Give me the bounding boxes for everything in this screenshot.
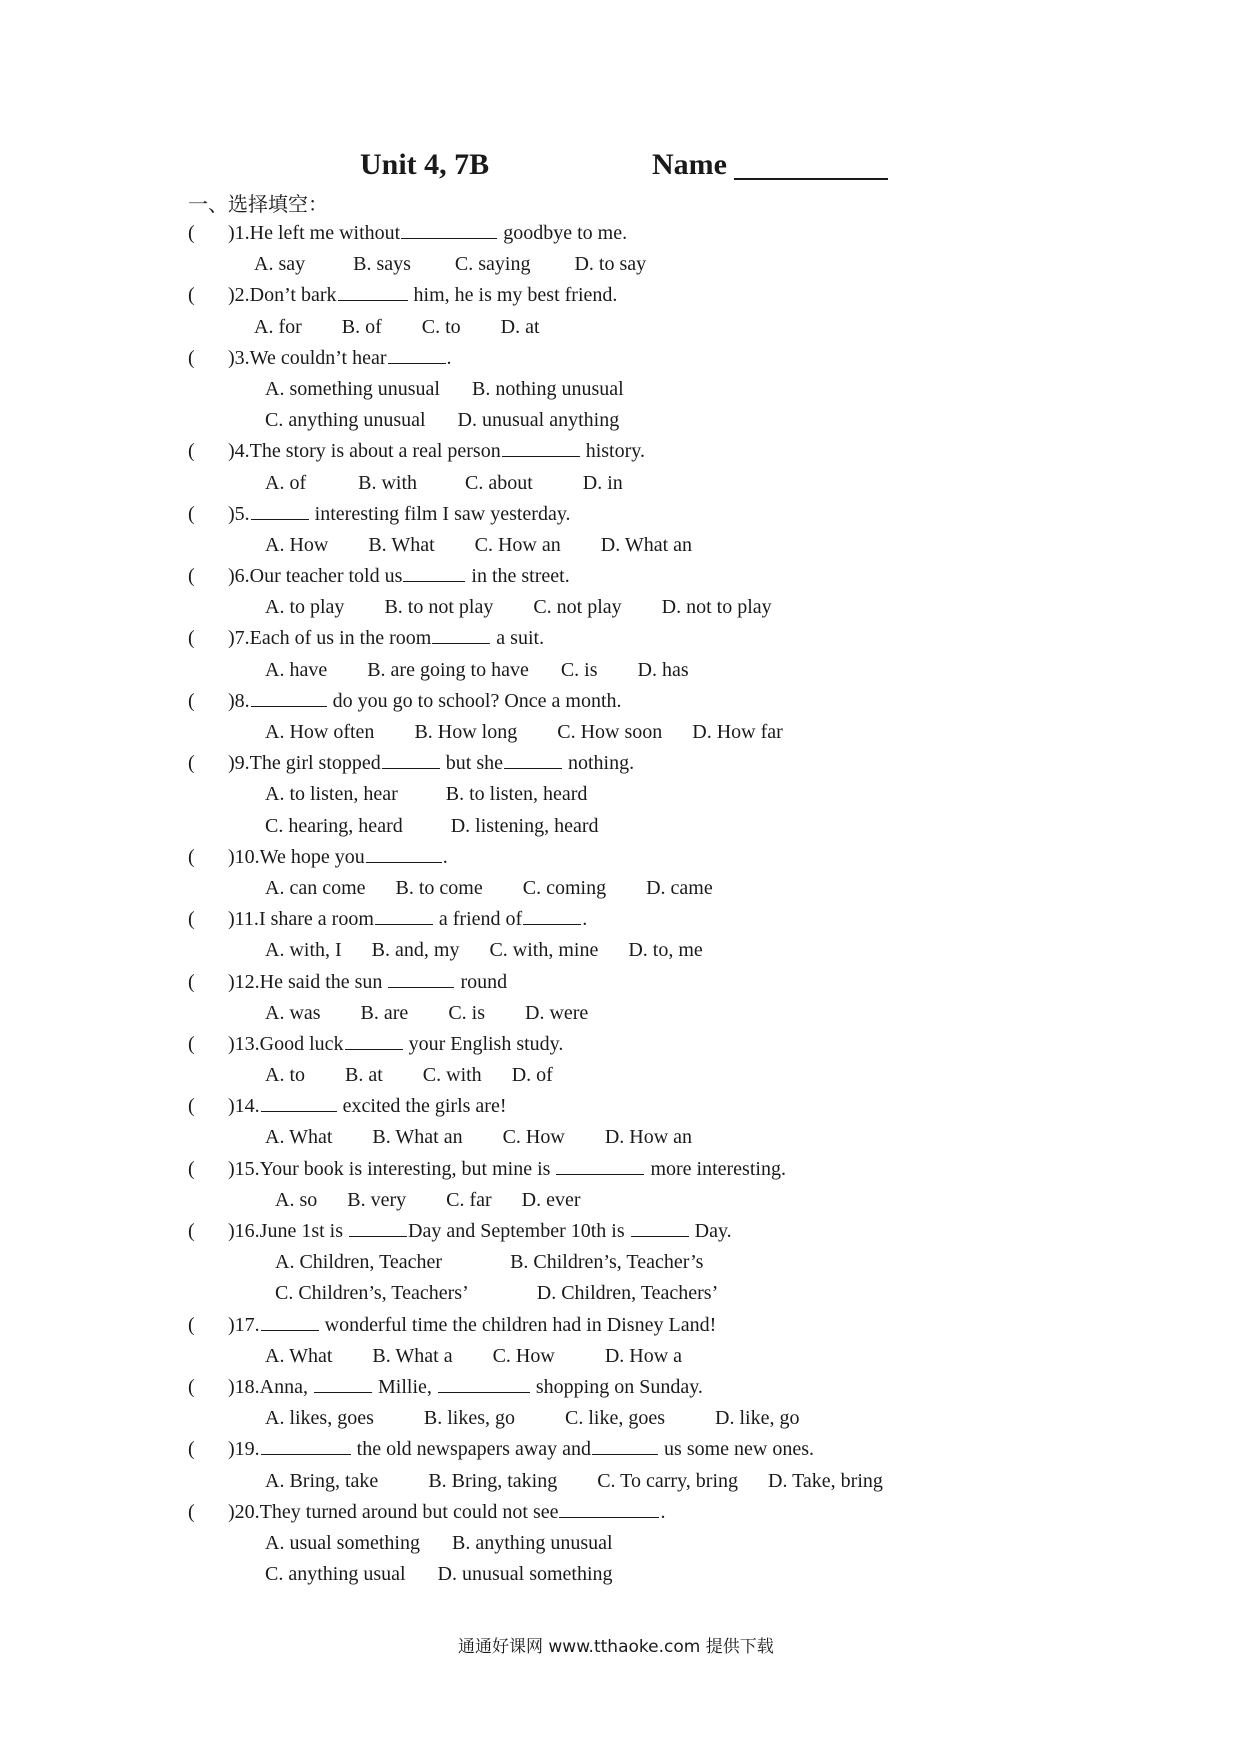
answer-option[interactable]: A. to (265, 1064, 305, 1087)
stem-text: He said the sun (259, 970, 388, 993)
options-row (188, 468, 1188, 499)
options-row (188, 1403, 1188, 1434)
question-stem (228, 280, 617, 311)
answer-blank[interactable] (251, 688, 327, 707)
answer-option[interactable]: D. Children, Teachers’ (536, 1282, 719, 1305)
answer-option[interactable]: D. to, me (628, 939, 703, 962)
answer-blank[interactable] (592, 1436, 658, 1455)
answer-option[interactable]: B. to come (395, 876, 483, 899)
answer-option[interactable]: B. and, my (371, 939, 460, 962)
stem-text: round (455, 970, 508, 993)
options-row (188, 1528, 1188, 1559)
answer-blank[interactable] (345, 1031, 403, 1050)
question-stem-line (188, 499, 1188, 530)
question-stem-line (188, 1091, 1188, 1122)
answer-option[interactable]: A. can come (265, 876, 366, 899)
stem-text: shopping on Sunday. (530, 1375, 703, 1398)
stem-text: wonderful time the children had in Disney Land! (319, 1313, 717, 1336)
answer-option[interactable]: A. with, I (265, 939, 342, 962)
answer-paren-close: ) (228, 222, 235, 244)
answer-paren-close: ) (228, 845, 235, 868)
answer-option[interactable]: A. to listen, hear (265, 783, 398, 806)
answer-paren-open: ( (188, 1500, 195, 1523)
stem-text: your English study. (403, 1032, 564, 1055)
answer-option[interactable]: D. to say (574, 253, 647, 276)
stem-text: I share a room (258, 908, 374, 931)
stem-text: June 1st is (259, 1220, 349, 1242)
question-number: 8. (234, 689, 250, 712)
answer-option[interactable]: A. What (265, 1344, 333, 1367)
answer-option[interactable]: D. What an (600, 533, 693, 556)
answer-option[interactable]: C. coming (522, 876, 607, 899)
answer-option[interactable]: C. How soon (557, 721, 663, 743)
question-number: 9. (234, 752, 250, 775)
question-list (188, 218, 1188, 1590)
options-row (188, 655, 1188, 686)
question-number: 15. (234, 1157, 260, 1180)
options-row (188, 935, 1188, 966)
answer-paren-close: ) (228, 1313, 235, 1336)
answer-option[interactable]: C. not play (533, 596, 622, 619)
question-number: 11. (234, 908, 259, 931)
answer-paren-open: ( (188, 908, 195, 931)
stem-text: . (442, 845, 448, 868)
answer-blank[interactable] (261, 1312, 319, 1331)
answer-blank[interactable] (504, 750, 562, 769)
answer-blank[interactable] (251, 501, 309, 520)
question-stem-line (188, 842, 1188, 873)
options-row (188, 873, 1188, 904)
answer-option[interactable]: A. likes, goes (265, 1407, 374, 1430)
stem-text: He left me without (249, 222, 401, 244)
options-row (188, 592, 1188, 623)
answer-option[interactable]: B. at (345, 1064, 383, 1087)
answer-option[interactable]: C. How (492, 1344, 555, 1367)
answer-paren-close: ) (228, 346, 235, 369)
question-stem (228, 967, 507, 998)
answer-paren-open: ( (188, 1157, 195, 1180)
answer-option[interactable]: D. were (525, 1001, 589, 1024)
answer-paren-open: ( (188, 845, 195, 868)
answer-blank[interactable] (366, 844, 442, 863)
answer-blank[interactable] (375, 906, 433, 925)
question-stem-line (188, 623, 1188, 654)
answer-option[interactable]: C. is (448, 1001, 485, 1024)
question-stem (228, 1310, 716, 1341)
answer-option[interactable]: D. in (582, 471, 623, 494)
answer-option[interactable]: C. How (502, 1126, 565, 1149)
answer-option[interactable]: B. to not play (384, 596, 494, 619)
question-stem-line (188, 280, 1188, 311)
answer-blank[interactable] (438, 1374, 530, 1393)
stem-text: Your book is interesting, but mine is (259, 1157, 556, 1180)
options-row (188, 1559, 1188, 1590)
name-blank-line[interactable] (734, 178, 888, 180)
options-row (188, 1122, 1188, 1153)
answer-option[interactable]: D. unusual anything (457, 409, 620, 432)
answer-option[interactable]: D. listening, heard (450, 814, 599, 837)
answer-paren-close: ) (228, 1500, 235, 1523)
answer-blank[interactable] (432, 625, 490, 644)
stem-text: him, he is my best friend. (408, 284, 618, 307)
answer-blank[interactable] (349, 1218, 407, 1237)
page-title: Unit 4, 7B (360, 148, 490, 181)
question-stem-line (188, 561, 1188, 592)
stem-text: do you go to school? Once a month. (327, 689, 622, 712)
answer-paren-open: ( (188, 627, 195, 650)
question-number: 19. (234, 1438, 260, 1461)
answer-option[interactable]: A. so (275, 1188, 318, 1211)
answer-option[interactable]: A. How (265, 533, 329, 556)
question-stem (228, 842, 448, 873)
answer-option[interactable]: C. Children’s, Teachers’ (275, 1282, 469, 1305)
answer-option[interactable]: C. with (422, 1064, 482, 1087)
options-row (188, 1185, 1188, 1216)
question-stem (228, 904, 587, 935)
answer-option[interactable]: C. How an (474, 533, 561, 556)
answer-option[interactable]: C. like, goes (565, 1407, 666, 1430)
question-number: 14. (234, 1095, 260, 1118)
answer-option[interactable]: B. very (347, 1188, 407, 1211)
answer-option[interactable]: D. Take, bring (768, 1469, 883, 1492)
question-stem-line (188, 1029, 1188, 1060)
answer-blank[interactable] (338, 282, 408, 301)
stem-text: We couldn’t hear (249, 346, 387, 369)
answer-option[interactable]: B. are going to have (367, 658, 529, 681)
answer-paren-close: ) (228, 1157, 235, 1180)
answer-option[interactable]: C. hearing, heard (265, 814, 403, 837)
stem-text: The story is about a real person (249, 440, 501, 463)
answer-blank[interactable] (261, 1436, 351, 1455)
answer-option[interactable]: D. unusual something (437, 1563, 613, 1586)
answer-option[interactable]: D. has (637, 658, 689, 681)
answer-option[interactable]: D. How far (692, 721, 783, 743)
options-row (188, 998, 1188, 1029)
answer-paren-open: ( (188, 1220, 195, 1242)
stem-text: a suit. (491, 627, 545, 650)
answer-option[interactable]: D. at (500, 315, 540, 338)
answer-blank[interactable] (523, 906, 581, 925)
answer-blank[interactable] (388, 345, 446, 364)
answer-option[interactable]: D. of (511, 1064, 553, 1087)
answer-option[interactable]: B. of (341, 315, 382, 338)
answer-option[interactable]: A. was (265, 1001, 321, 1024)
question-number: 1. (234, 222, 250, 244)
answer-paren-close: ) (228, 565, 235, 588)
options-row (188, 811, 1188, 842)
question-stem (228, 343, 452, 374)
question-stem (228, 748, 634, 779)
answer-paren-close: ) (228, 627, 235, 650)
answer-paren-close: ) (228, 1438, 235, 1461)
answer-option[interactable]: B. What a (372, 1344, 453, 1367)
stem-text: . (446, 346, 452, 369)
question-stem (228, 1434, 814, 1465)
stem-text: interesting film I saw yesterday. (309, 502, 571, 525)
answer-paren-close: ) (228, 752, 235, 775)
answer-paren-close: ) (228, 908, 235, 931)
question-number: 18. (234, 1375, 260, 1398)
question-stem (228, 1216, 732, 1247)
question-stem (228, 686, 622, 717)
answer-paren-close: ) (228, 502, 235, 525)
options-row (188, 405, 1188, 436)
answer-blank[interactable] (631, 1218, 689, 1237)
stem-text: a friend of (433, 908, 523, 931)
answer-option[interactable]: C. To carry, bring (597, 1469, 738, 1492)
question-stem (228, 1497, 665, 1528)
answer-blank[interactable] (261, 1093, 337, 1112)
question-stem-line (188, 748, 1188, 779)
answer-option[interactable]: C. with, mine (489, 939, 599, 962)
question-stem-line (188, 1216, 1188, 1247)
question-number: 6. (234, 565, 250, 588)
answer-blank[interactable] (403, 563, 465, 582)
options-row (188, 530, 1188, 561)
stem-text: in the street. (466, 565, 570, 588)
question-number: 7. (234, 627, 250, 650)
question-stem-line (188, 218, 1188, 249)
options-row (188, 1466, 1188, 1497)
question-stem (228, 1154, 786, 1185)
answer-blank[interactable] (401, 220, 497, 239)
answer-paren-open: ( (188, 1438, 195, 1461)
stem-text: the old newspapers away and (351, 1438, 592, 1461)
answer-option[interactable]: D. came (646, 876, 713, 899)
answer-option[interactable]: A. Bring, take (265, 1469, 379, 1492)
answer-option[interactable]: C. far (446, 1188, 492, 1211)
stem-text: Each of us in the room (249, 627, 432, 650)
question-stem-line (188, 343, 1188, 374)
answer-option[interactable]: B. says (353, 253, 411, 276)
answer-option[interactable]: D. ever (521, 1188, 581, 1211)
answer-paren-close: ) (228, 1095, 235, 1118)
options-row (188, 312, 1188, 343)
stem-text: Anna, (259, 1375, 313, 1398)
question-number: 3. (234, 346, 250, 369)
answer-option[interactable]: B. with (358, 471, 418, 494)
question-number: 20. (234, 1500, 260, 1523)
section-title: 一、选择填空： (188, 192, 328, 216)
answer-paren-open: ( (188, 1095, 195, 1118)
answer-option[interactable]: A. usual something (265, 1531, 420, 1554)
stem-text: They turned around but could not see (259, 1500, 559, 1523)
answer-paren-open: ( (188, 1313, 195, 1336)
answer-paren-close: ) (228, 970, 235, 993)
question-stem (228, 1029, 563, 1060)
question-stem-line (188, 904, 1188, 935)
answer-blank[interactable] (314, 1374, 372, 1393)
stem-text: more interesting. (645, 1157, 786, 1180)
answer-paren-open: ( (188, 970, 195, 993)
answer-option[interactable]: A. to play (265, 596, 345, 619)
answer-option[interactable]: C. about (465, 471, 533, 494)
answer-option[interactable]: C. is (560, 658, 598, 681)
stem-text: We hope you (259, 845, 365, 868)
question-stem (228, 1372, 703, 1403)
question-stem (228, 561, 570, 592)
stem-text: . (660, 1500, 666, 1523)
options-row (188, 717, 1188, 748)
answer-option[interactable]: A. of (265, 471, 307, 494)
answer-option[interactable]: B. are (360, 1001, 409, 1024)
question-number: 5. (234, 502, 250, 525)
answer-paren-close: ) (228, 1220, 235, 1242)
answer-option[interactable]: B. anything unusual (452, 1531, 613, 1554)
answer-paren-close: ) (228, 1032, 235, 1055)
stem-text: Good luck (259, 1032, 344, 1055)
answer-paren-open: ( (188, 1032, 195, 1055)
stem-text: . (582, 908, 588, 931)
name-label: Name (652, 148, 727, 181)
options-row (188, 374, 1188, 405)
answer-paren-open: ( (188, 440, 195, 463)
question-stem-line (188, 967, 1188, 998)
answer-option[interactable]: B. Bring, taking (428, 1469, 558, 1492)
question-stem-line (188, 436, 1188, 467)
question-stem (228, 499, 571, 530)
question-number: 10. (234, 845, 260, 868)
question-stem (228, 436, 645, 467)
stem-text: The girl stopped (249, 752, 381, 775)
answer-paren-open: ( (188, 284, 195, 307)
answer-blank[interactable] (502, 438, 580, 457)
question-stem (228, 1091, 506, 1122)
question-number: 12. (234, 970, 260, 993)
answer-paren-open: ( (188, 1375, 195, 1398)
answer-paren-open: ( (188, 565, 195, 588)
stem-text: Millie, (373, 1375, 437, 1398)
stem-text: excited the girls are! (337, 1095, 507, 1118)
question-stem-line (188, 1434, 1188, 1465)
stem-text: us some new ones. (659, 1438, 815, 1461)
answer-option[interactable]: A. have (265, 658, 328, 681)
answer-blank[interactable] (556, 1156, 644, 1175)
answer-option[interactable]: C. saying (454, 253, 531, 276)
answer-option[interactable]: C. anything usual (265, 1563, 406, 1586)
answer-option[interactable]: C. anything unusual (265, 409, 426, 432)
answer-blank[interactable] (559, 1499, 659, 1518)
answer-option[interactable]: A. Children, Teacher (275, 1251, 443, 1274)
question-stem-line (188, 1372, 1188, 1403)
question-stem-line (188, 1497, 1188, 1528)
question-number: 13. (234, 1032, 260, 1055)
answer-option[interactable]: B. What an (372, 1126, 463, 1149)
answer-paren-close: ) (228, 284, 235, 307)
question-stem-line (188, 1310, 1188, 1341)
answer-option[interactable]: D. not to play (661, 596, 772, 619)
options-row (188, 779, 1188, 810)
answer-option[interactable]: A. How often (265, 721, 375, 743)
answer-blank[interactable] (388, 969, 454, 988)
stem-text: but she (440, 752, 503, 775)
question-stem (228, 623, 544, 654)
answer-paren-open: ( (188, 752, 195, 775)
answer-paren-close: ) (228, 1375, 235, 1398)
answer-paren-open: ( (188, 346, 195, 369)
question-number: 4. (234, 440, 250, 463)
answer-option[interactable]: D. How a (604, 1344, 683, 1367)
options-row (188, 249, 1188, 280)
answer-option[interactable]: A. for (254, 315, 302, 338)
answer-paren-open: ( (188, 222, 195, 244)
question-number: 17. (234, 1313, 260, 1336)
answer-paren-close: ) (228, 689, 235, 712)
stem-text: Day. (689, 1220, 732, 1242)
answer-option[interactable]: B. to listen, heard (445, 783, 588, 806)
stem-text: Don’t bark (249, 284, 337, 307)
stem-text: Day and September 10th is (408, 1220, 630, 1242)
question-number: 2. (234, 284, 250, 307)
answer-option[interactable]: C. to (421, 315, 461, 338)
answer-option[interactable]: B. Children’s, Teacher’s (510, 1251, 704, 1274)
stem-text: nothing. (562, 752, 635, 775)
question-stem-line (188, 1154, 1188, 1185)
answer-paren-open: ( (188, 502, 195, 525)
question-stem (228, 218, 627, 249)
answer-option[interactable]: A. What (265, 1126, 333, 1149)
answer-option[interactable]: D. How an (604, 1126, 693, 1149)
stem-text: goodbye to me. (498, 222, 628, 244)
footer-watermark: 通通好课网 www.tthaoke.com 提供下载 (458, 1637, 774, 1657)
answer-option[interactable]: B. likes, go (423, 1407, 516, 1430)
answer-option[interactable]: B. nothing unusual (472, 377, 624, 400)
question-stem-line (188, 686, 1188, 717)
stem-text: Our teacher told us (249, 565, 403, 588)
answer-option[interactable]: B. What (368, 533, 435, 556)
options-row (188, 1060, 1188, 1091)
answer-option[interactable]: D. like, go (715, 1407, 800, 1430)
options-row (188, 1278, 1188, 1309)
answer-blank[interactable] (382, 750, 440, 769)
answer-option[interactable]: A. something unusual (265, 377, 440, 400)
answer-option[interactable]: A. say (254, 253, 306, 276)
options-row (188, 1247, 1188, 1278)
options-row (188, 1341, 1188, 1372)
stem-text: history. (580, 440, 645, 463)
answer-paren-open: ( (188, 689, 195, 712)
answer-paren-close: ) (228, 440, 235, 463)
question-number: 16. (234, 1220, 260, 1242)
answer-option[interactable]: B. How long (414, 721, 518, 743)
